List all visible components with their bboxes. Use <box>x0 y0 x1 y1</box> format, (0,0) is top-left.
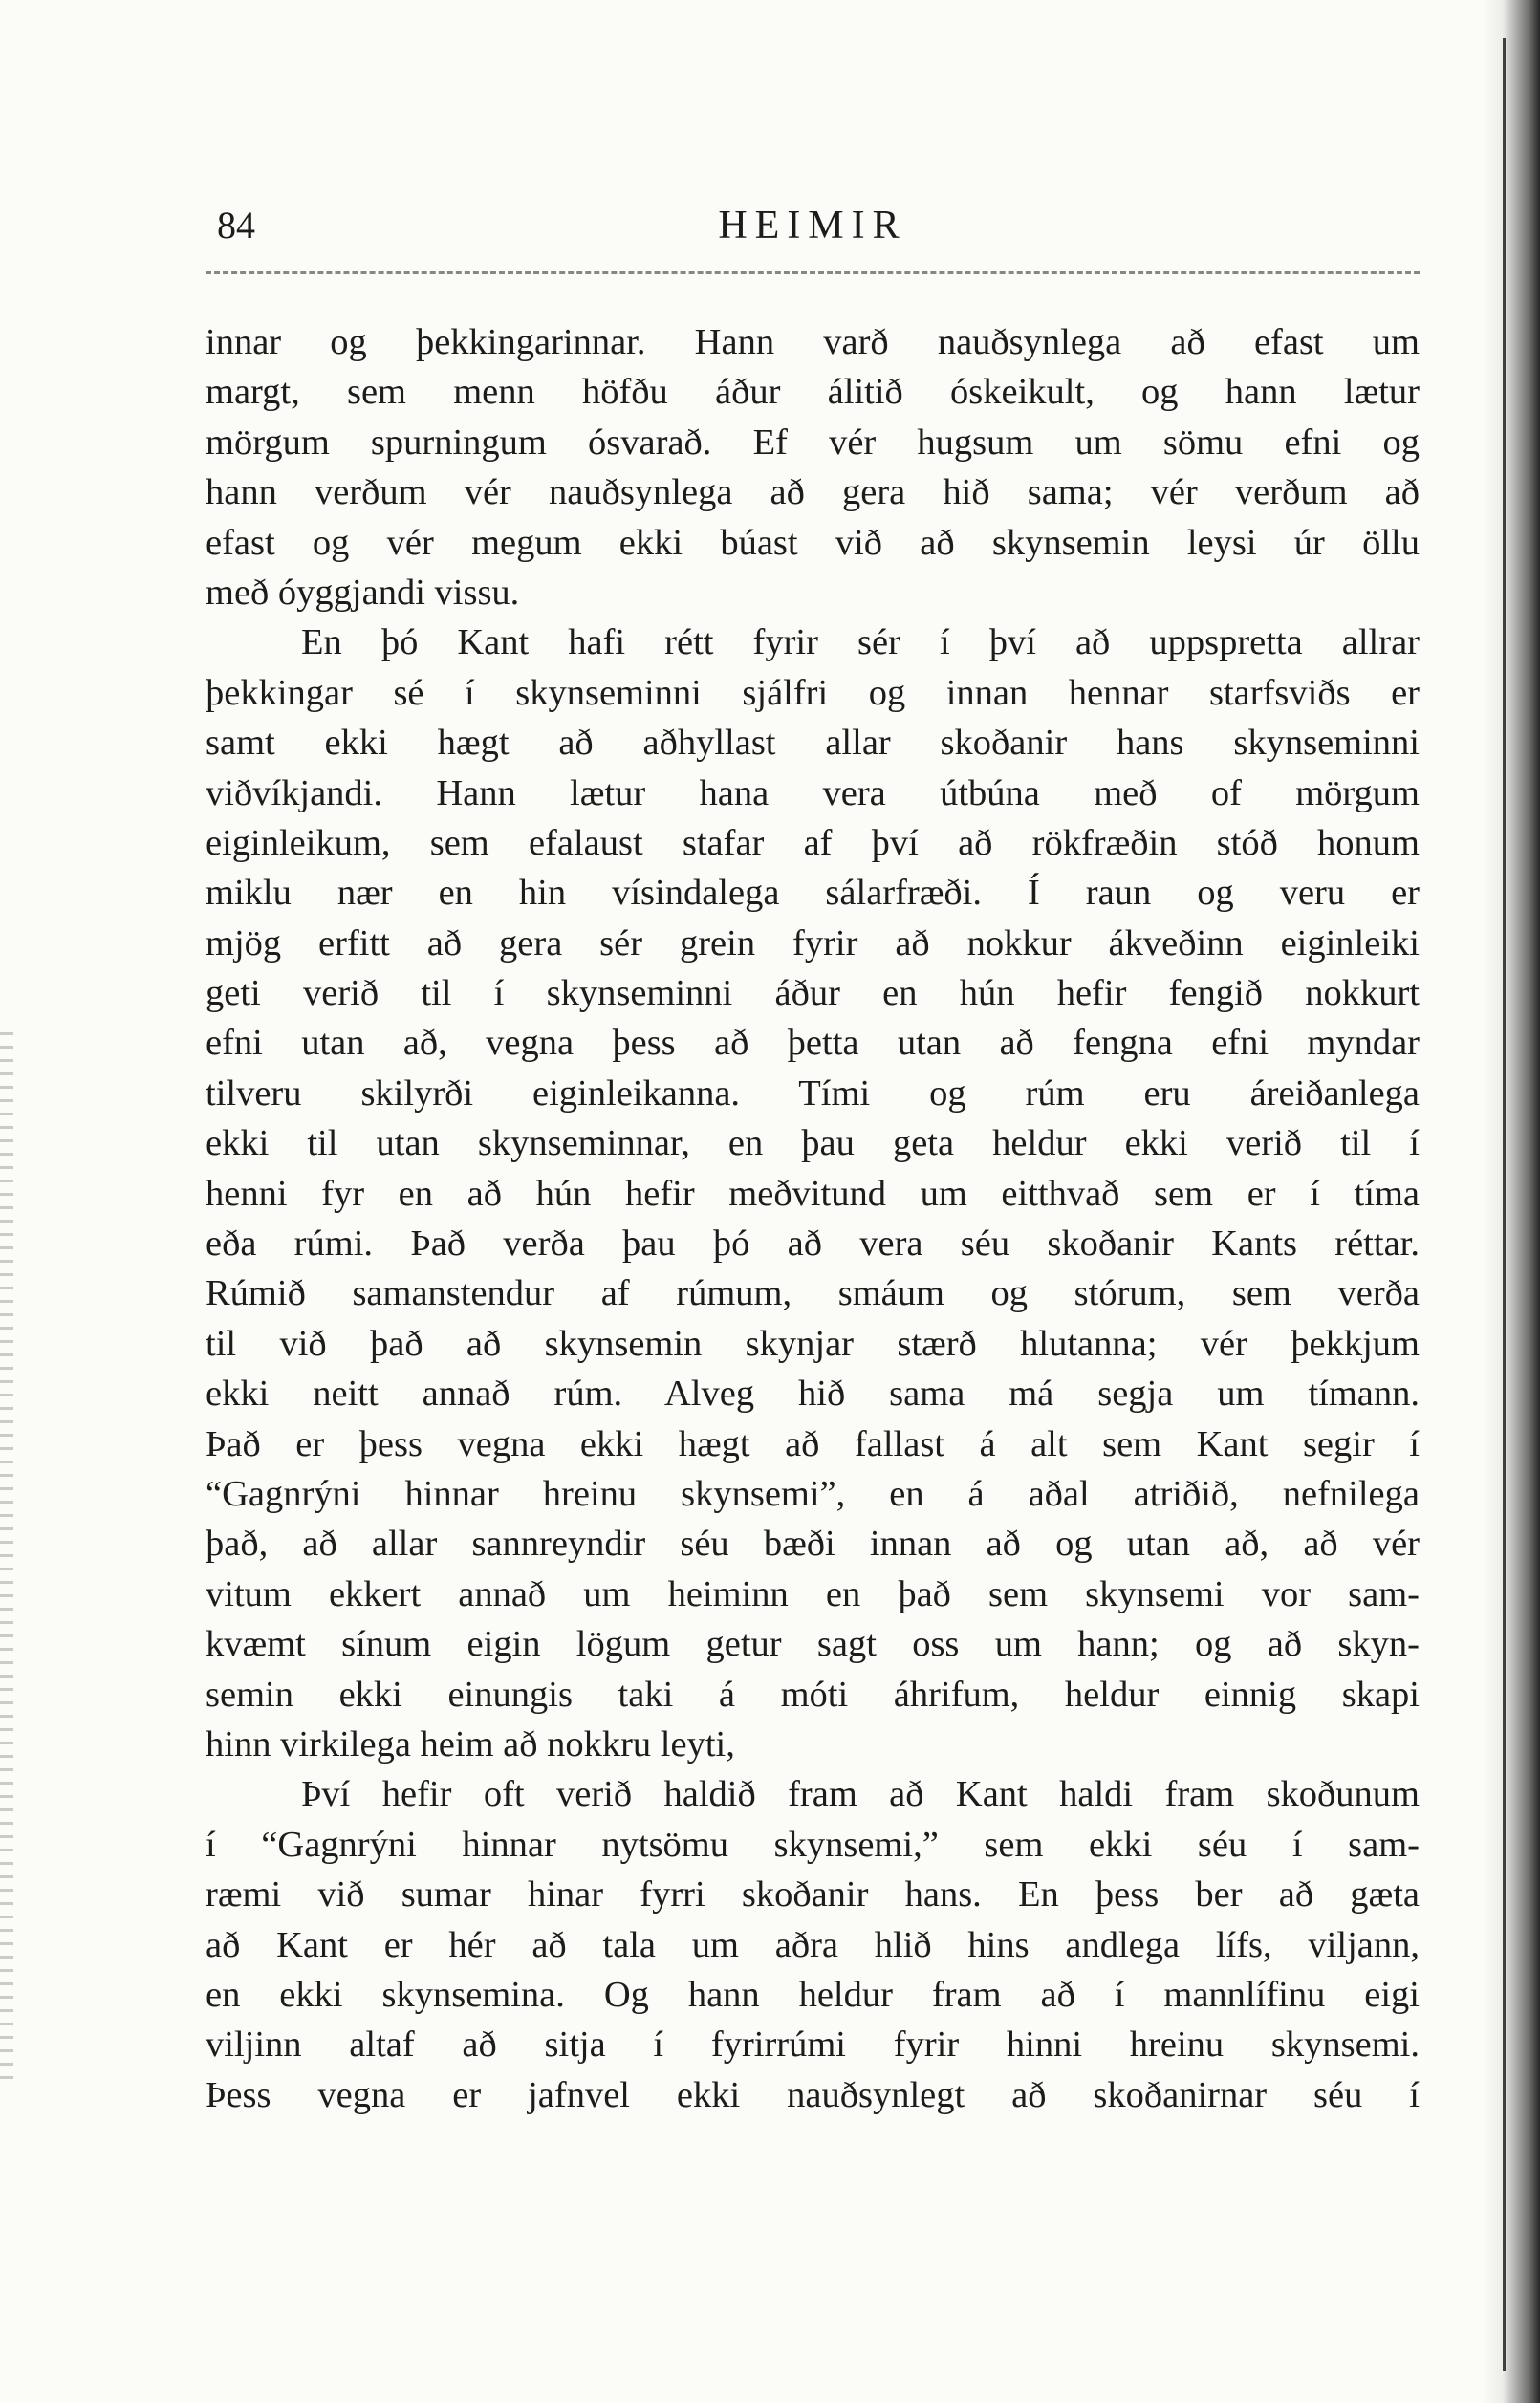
page-number: 84 <box>217 204 255 247</box>
text-line: í “Gagnrýni hinnar nytsömu skynsemi,” sem ekki séu í sam- <box>206 1824 1420 1865</box>
text-line: ekki til utan skynseminnar, en þau geta heldur ekki verið til í <box>206 1123 1420 1164</box>
text-line: Því hefir oft verið haldið fram að Kant haldi fram skoðunum <box>301 1774 1420 1815</box>
text-line: eiginleikum, sem efalaust stafar af því að rökfræðin stóð honum <box>206 822 1420 863</box>
text-line: með óyggjandi vissu. <box>206 572 520 613</box>
text-line: tilveru skilyrði eiginleikanna. Tími og rúm eru áreiðanlega <box>206 1072 1420 1114</box>
text-line: samt ekki hægt að aðhyllast allar skoðanir hans skynseminni <box>206 723 1420 764</box>
text-line: hinn virkilega heim að nokkru leyti, <box>206 1723 735 1764</box>
text-line: þekkingar sé í skynseminni sjálfri og innan hennar starfsviðs er <box>206 672 1420 713</box>
text-line: að Kant er hér að tala um aðra hlið hins andlega lífs, viljann, <box>206 1924 1420 1965</box>
page-edge-shadow <box>1483 0 1540 2403</box>
text-line: En þó Kant hafi rétt fyrir sér í því að uppspretta allrar <box>301 622 1420 663</box>
text-line: mörgum spurningum ósvarað. Ef vér hugsum um sömu efni og <box>206 422 1420 463</box>
body-text <box>206 317 1420 2120</box>
text-line: efni utan að, vegna þess að þetta utan að fengna efni myndar <box>206 1023 1420 1064</box>
text-line: innar og þekkingarinnar. Hann varð nauðsynlega að efast um <box>206 322 1420 362</box>
text-line: miklu nær en hin vísindalega sálarfræði. Í raun og veru er <box>206 873 1420 914</box>
text-line: Rúmið samanstendur af rúmum, smáum og stórum, sem verða <box>206 1273 1420 1314</box>
text-line: margt, sem menn höfðu áður álitið óskeikult, og hann lætur <box>206 372 1420 413</box>
text-line: “Gagnrýni hinnar hreinu skynsemi”, en á aðal atriðið, nefnilega <box>206 1473 1420 1514</box>
text-line: viljinn altaf að sitja í fyrirrúmi fyrir hinni hreinu skynsemi. <box>206 2024 1420 2066</box>
running-head: HEIMIR <box>718 204 907 248</box>
text-line: mjög erfitt að gera sér grein fyrir að nokkur ákveðinn eiginleiki <box>206 922 1420 963</box>
text-line: ekki neitt annað rúm. Alveg hið sama má segja um tímann. <box>206 1374 1420 1415</box>
text-line: eða rúmi. Það verða þau þó að vera séu skoðanir Kants réttar. <box>206 1223 1420 1265</box>
text-line: geti verið til í skynseminni áður en hún hefir fengið nokkurt <box>206 973 1420 1014</box>
text-line: viðvíkjandi. Hann lætur hana vera útbúna með of mörgum <box>206 772 1420 813</box>
page-header <box>206 197 1420 254</box>
page-edge-line <box>1503 38 1506 2371</box>
text-line: hann verðum vér nauðsynlega að gera hið sama; vér verðum að <box>206 472 1420 513</box>
text-line: semin ekki einungis taki á móti áhrifum, heldur einnig skapi <box>206 1674 1420 1715</box>
text-line: Það er þess vegna ekki hægt að fallast á alt sem Kant segir í <box>206 1423 1420 1464</box>
text-line: henni fyr en að hún hefir meðvitund um eitthvað sem er í tíma <box>206 1173 1420 1214</box>
text-line: en ekki skynsemina. Og hann heldur fram að í mannlífinu eigi <box>206 1974 1420 2015</box>
header-rule <box>206 271 1420 274</box>
text-line: vitum ekkert annað um heiminn en það sem skynsemi vor sam- <box>206 1573 1420 1614</box>
text-line: Þess vegna er jafnvel ekki nauðsynlegt að skoðanirnar séu í <box>206 2074 1420 2115</box>
text-line: það, að allar sannreyndir séu bæði innan að og utan að, að vér <box>206 1524 1420 1565</box>
binding-edge-marks <box>0 1032 13 2084</box>
text-line: til við það að skynsemin skynjar stærð hlutanna; vér þekkjum <box>206 1323 1420 1364</box>
text-line: ræmi við sumar hinar fyrri skoðanir hans. En þess ber að gæta <box>206 1874 1420 1916</box>
text-line: efast og vér megum ekki búast við að skynsemin leysi úr öllu <box>206 522 1420 563</box>
text-line: kvæmt sínum eigin lögum getur sagt oss um hann; og að skyn- <box>206 1624 1420 1665</box>
